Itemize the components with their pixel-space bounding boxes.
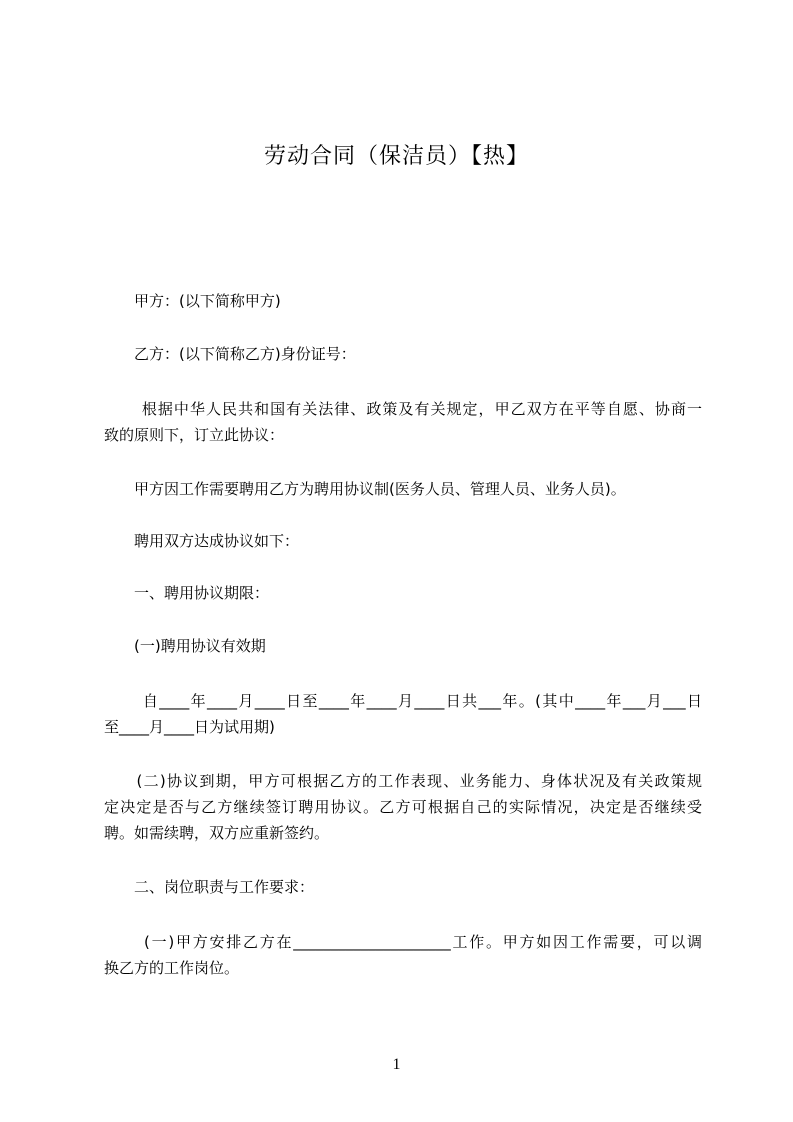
section-2-1-line-2: 换乙方的工作岗位。: [104, 959, 240, 977]
intro-line-2: 致的原则下，订立此协议：: [104, 426, 285, 444]
section-1-2-line-3: 聘。如需续聘，双方应重新签约。: [104, 824, 330, 842]
section-2-heading: 二、岗位职责与工作要求：: [104, 878, 315, 896]
section-2-1-line-1: (一)甲方安排乙方在_____________________工作。甲方如因工作需要，可以调: [104, 933, 702, 951]
term-line-1: 自____年____月____日至____年____月____日共___年。(其中____年___月___日: [104, 692, 702, 710]
hire-statement-line: 甲方因工作需要聘用乙方为聘用协议制(医务人员、管理人员、业务人员)。: [104, 480, 626, 498]
term-line-2: 至____月____日为试用期): [104, 718, 275, 736]
section-1-1-line: (一)聘用协议有效期: [104, 637, 266, 655]
section-1-heading: 一、聘用协议期限：: [104, 584, 270, 602]
document-title: 劳动合同（保洁员）【热】: [263, 144, 529, 169]
party-b-line: 乙方：(以下简称乙方)身份证号：: [104, 345, 356, 363]
section-1-2-line-1: (二)协议到期，甲方可根据乙方的工作表现、业务能力、身体状况及有关政策规: [104, 772, 702, 790]
page-number: 1: [392, 1056, 401, 1073]
agreement-lead-line: 聘用双方达成协议如下：: [104, 532, 300, 550]
section-1-2-line-2: 定决定是否与乙方继续签订聘用协议。乙方可根据自己的实际情况，决定是否继续受: [104, 798, 702, 816]
intro-line-1: 根据中华人民共和国有关法律、政策及有关规定，甲乙双方在平等自愿、协商一: [104, 400, 702, 418]
party-a-line: 甲方：(以下简称甲方): [104, 292, 281, 310]
